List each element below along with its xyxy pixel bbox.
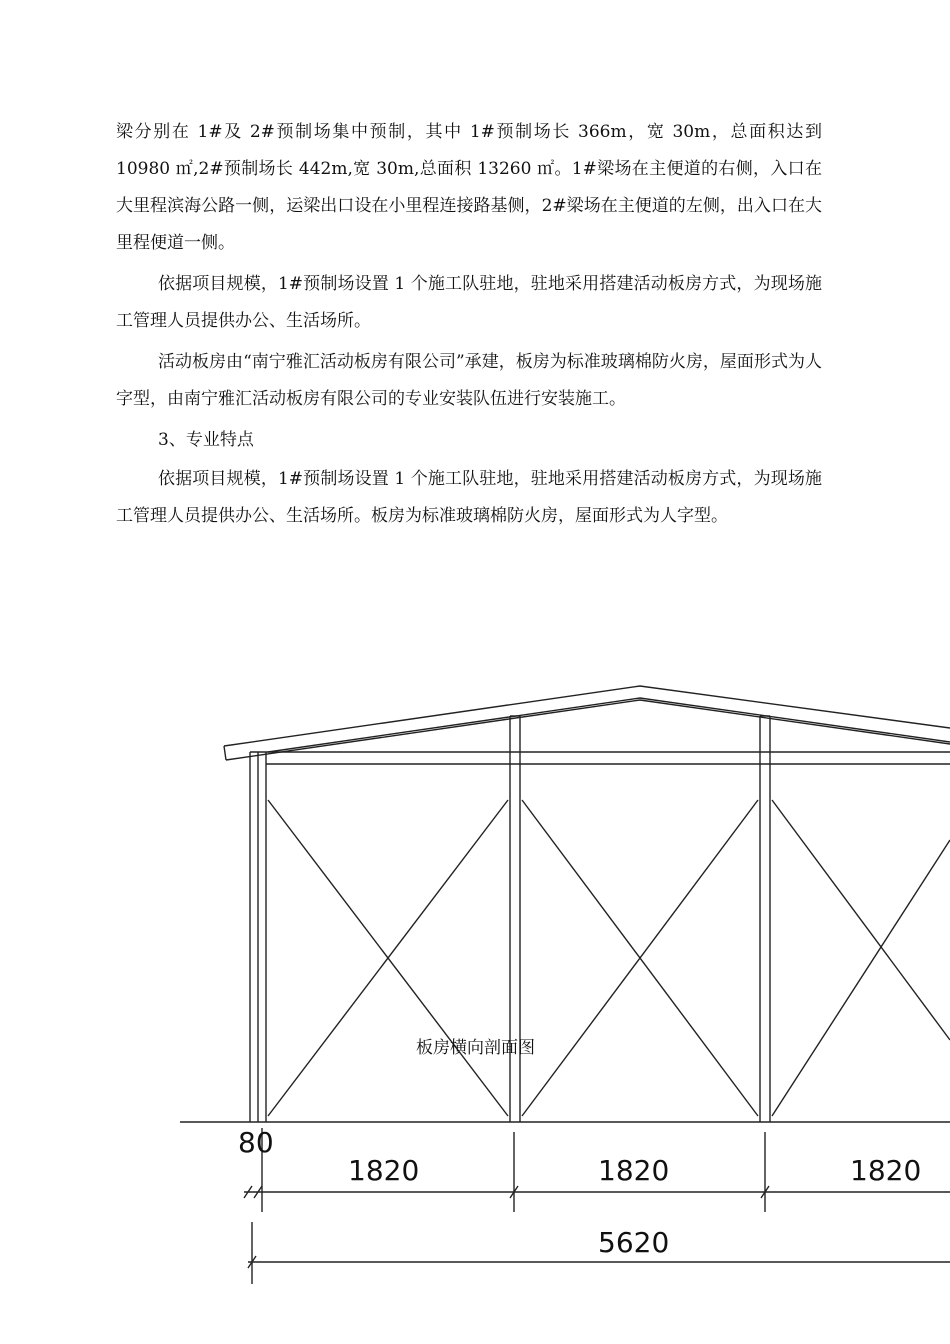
paragraph-3: 活动板房由“南宁雅汇活动板房有限公司”承建，板房为标准玻璃棉防火房，屋面形式为人字型，由南宁雅汇活动板房有限公司的专业安装队伍进行安装施工。 [116,352,822,409]
cross-section-drawing [0,660,950,1344]
paragraph-1: 梁分别在 1#及 2#预制场集中预制，其中 1#预制场长 366m，宽 30m，总面积达到 10980 ㎡,2#预制场长 442m,宽 30m,总面积 13260 ㎡。1#梁场在主便道的右侧，入口在大里程滨海公路一侧，运梁出口设在小里程连接路基侧，2#梁场在主便道的左侧，出入口在大里程便道一侧。 [116,122,822,253]
dim-label-total: 5620 [598,1226,670,1259]
roof-eave-edge [224,746,226,760]
roof-outline [224,686,950,746]
section-paragraph: 依据项目规模，1#预制场设置 1 个施工队驻地，驻地采用搭建活动板房方式，为现场施工管理人员提供办公、生活场所。板房为标准玻璃棉防火房，屋面形式为人字型。 [116,469,822,526]
dim-label-edge: 80 [238,1126,274,1159]
dim-label-bay-2: 1820 [598,1154,670,1187]
body-text [116,114,822,539]
paragraph-2: 依据项目规模，1#预制场设置 1 个施工队驻地，驻地采用搭建活动板房方式，为现场施工管理人员提供办公、生活场所。 [116,274,822,331]
brace-bay3-b [772,840,950,1116]
dim-label-bay-1: 1820 [348,1154,420,1187]
brace-bay3-a [772,800,950,1040]
section-heading: 3、专业特点 [158,430,254,450]
dim-label-bay-3: 1820 [850,1154,922,1187]
drawing-caption: 板房横向剖面图 [416,1038,535,1058]
